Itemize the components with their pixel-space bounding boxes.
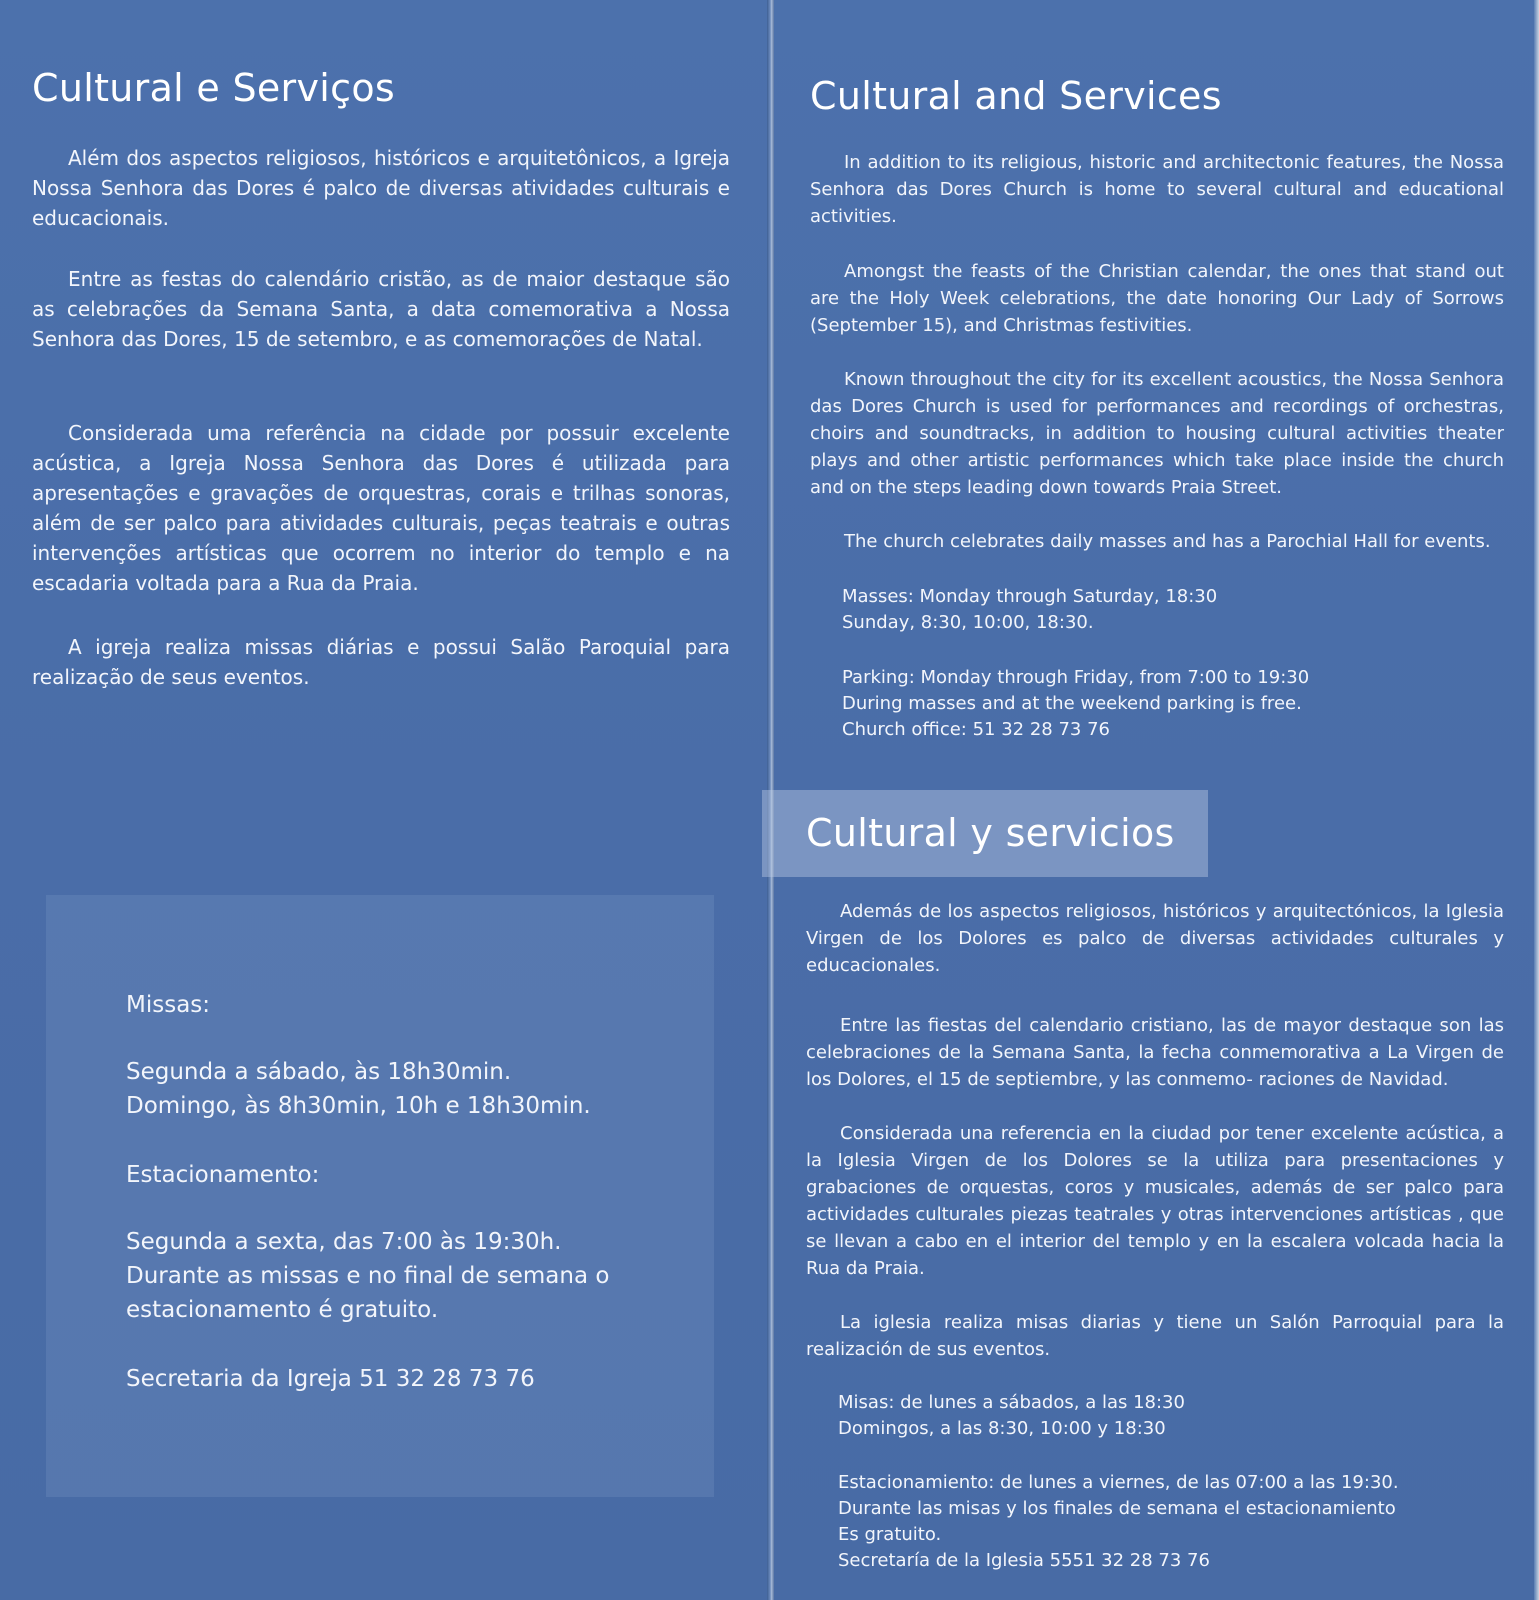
spanish-title: Cultural y servicios — [806, 811, 1175, 855]
spanish-parking-line: Estacionamiento: de lunes a viernes, de las 07:00 a las 19:30. — [838, 1472, 1399, 1493]
spanish-masses-line: Domingos, a las 8:30, 10:00 y 18:30 — [838, 1418, 1166, 1439]
masses-line: Segunda a sábado, às 18h30min. — [126, 1059, 512, 1085]
spanish-parking-line: Durante las misas y los finales de semana el estacionamiento — [838, 1498, 1396, 1519]
spanish-paragraph: Además de los aspectos religiosos, históricos y arquitectónicos, la Iglesia Virgen de los Dolores es palco de diversas actividades culturales y educacionales. — [806, 901, 1504, 976]
portuguese-paragraph: A igreja realiza missas diárias e possui Salão Paroquial para realização de seus eventos. — [32, 635, 730, 689]
english-masses-line: Sunday, 8:30, 10:00, 18:30. — [842, 612, 1094, 633]
parking-heading: Estacionamento: — [126, 1162, 320, 1188]
page-right-edge — [1534, 0, 1539, 1600]
spanish-paragraph: Entre las fiestas del calendario cristiano, las de mayor destaque son las celebraciones de la Semana Santa, la fecha conmemorativa a La Virgen de los Dolores, el 15 de septiembre, y las conmemo- raciones de Navidad. — [806, 1015, 1504, 1090]
english-paragraph: Amongst the feasts of the Christian calendar, the ones that stand out are the Holy Week celebrations, the date honoring Our Lady of Sorrows (September 15), and Christmas festivities. — [810, 261, 1504, 336]
parking-line: Durante as missas e no final de semana o — [126, 1263, 610, 1289]
schedule-info-box — [46, 895, 714, 1497]
english-paragraph: In addition to its religious, historic and architectonic features, the Nossa Senhora das Dores Church is home to several cultural and educational activities. — [810, 152, 1504, 227]
english-parking-line: During masses and at the weekend parking is free. — [842, 693, 1302, 714]
masses-line: Domingo, às 8h30min, 10h e 18h30min. — [126, 1093, 591, 1119]
church-office-phone: Secretaria da Igreja 51 32 28 73 76 — [126, 1366, 535, 1392]
english-masses-line: Masses: Monday through Saturday, 18:30 — [842, 586, 1218, 607]
spanish-parking — [838, 1470, 1498, 1574]
portuguese-paragraph: Além dos aspectos religiosos, históricos e arquitetônicos, a Igreja Nossa Senhora das Dores é palco de diversas atividades culturais e educacionais. — [32, 146, 730, 230]
parking-schedule — [126, 1225, 686, 1327]
english-parking-line: Parking: Monday through Friday, from 7:00 to 19:30 — [842, 667, 1310, 688]
english-parking — [842, 665, 1502, 743]
masses-schedule — [126, 1055, 686, 1123]
spanish-parking-line: Es gratuito. — [838, 1524, 942, 1545]
english-masses — [842, 584, 1502, 636]
parking-line: Segunda a sexta, das 7:00 às 19:30h. — [126, 1229, 562, 1255]
spanish-masses-line: Misas: de lunes a sábados, a las 18:30 — [838, 1392, 1185, 1413]
spanish-paragraph: Considerada una referencia en la ciudad por tener excelente acústica, a la Iglesia Virgen de los Dolores se la utiliza para presentaciones y grabaciones de orquestas, coros y musicales, además de ser palco para actividades culturales piezas teatrales y otras intervenciones artísticas , que se llevan a cabo en el interior del templo y en la escalera volcada hacia la Rua da Praia. — [806, 1123, 1504, 1279]
portuguese-paragraph: Entre as festas do calendário cristão, as de maior destaque são as celebrações da Semana Santa, a data comemorativa a Nossa Senhora das Dores, 15 de setembro, e as comemorações de Natal. — [32, 267, 730, 351]
english-spanish-panel — [774, 0, 1539, 1600]
english-paragraph: Known throughout the city for its excellent acoustics, the Nossa Senhora das Dores Church is used for performances and recordings of orchestras, choirs and soundtracks, in addition to housing cultural activities theater plays and other artistic performances which take place inside the church and on the steps leading down towards Praia Street. — [810, 369, 1504, 498]
spanish-paragraph: La iglesia realiza misas diarias y tiene un Salón Parroquial para la realización de sus eventos. — [806, 1312, 1504, 1360]
spanish-office-line: Secretaría de la Iglesia 5551 32 28 73 76 — [838, 1550, 1210, 1571]
parking-line: estacionamento é gratuito. — [126, 1297, 439, 1323]
english-paragraph: The church celebrates daily masses and has a Parochial Hall for events. — [844, 531, 1491, 552]
spanish-masses — [838, 1390, 1498, 1442]
masses-heading: Missas: — [126, 992, 211, 1018]
english-office-line: Church office: 51 32 28 73 76 — [842, 719, 1110, 740]
portuguese-paragraph: Considerada uma referência na cidade por possuir excelente acústica, a Igreja Nossa Senhora das Dores é utilizada para apresentações e gravações de orquestras, corais e trilhas sonoras, além de ser palco para atividades culturais, peças teatrais e outras intervenções artísticas que ocorrem no interior do templo e na escadaria voltada para a Rua da Praia. — [32, 421, 730, 595]
portuguese-title: Cultural e Serviços — [32, 66, 395, 110]
english-title: Cultural and Services — [810, 74, 1222, 118]
